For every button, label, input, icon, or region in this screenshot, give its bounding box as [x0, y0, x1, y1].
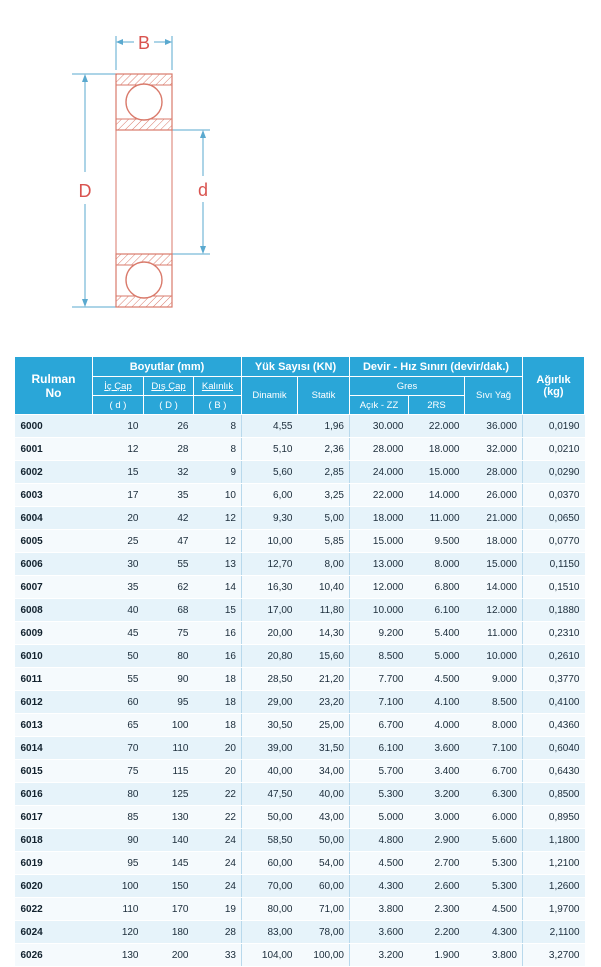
- static-load-cell: 100,00: [298, 944, 350, 967]
- weight-cell: 3,2700: [523, 944, 585, 967]
- outer-diameter-cell: 80: [144, 645, 194, 668]
- weight-cell: 1,1800: [523, 829, 585, 852]
- width-cell: 20: [194, 737, 242, 760]
- table-header: [15, 357, 585, 415]
- table-row: [15, 921, 585, 944]
- speed-2rs-cell: 5.000: [409, 645, 465, 668]
- width-cell: 28: [194, 921, 242, 944]
- width-cell: 12: [194, 507, 242, 530]
- inner-diameter-cell: 70: [93, 737, 144, 760]
- weight-cell: 0,0210: [523, 438, 585, 461]
- speed-2rs-cell: 22.000: [409, 415, 465, 438]
- static-load-cell: 11,80: [298, 599, 350, 622]
- speed-oil-cell: 11.000: [465, 622, 523, 645]
- static-load-cell: 71,00: [298, 898, 350, 921]
- inner-diameter-cell: 45: [93, 622, 144, 645]
- inner-diameter-cell: 110: [93, 898, 144, 921]
- speed-oil-cell: 5.300: [465, 875, 523, 898]
- speed-open-zz-cell: 30.000: [350, 415, 409, 438]
- bearing-no-cell: 6020: [15, 875, 93, 898]
- speed-oil-cell: 10.000: [465, 645, 523, 668]
- inner-diameter-cell: 85: [93, 806, 144, 829]
- width-cell: 13: [194, 553, 242, 576]
- speed-oil-cell: 21.000: [465, 507, 523, 530]
- outer-diameter-cell: 130: [144, 806, 194, 829]
- weight-cell: 0,0290: [523, 461, 585, 484]
- dynamic-load-cell: 80,00: [242, 898, 298, 921]
- speed-2rs-cell: 4.100: [409, 691, 465, 714]
- speed-oil-cell: 28.000: [465, 461, 523, 484]
- speed-open-zz-cell: 4.500: [350, 852, 409, 875]
- bearing-no-cell: 6018: [15, 829, 93, 852]
- dynamic-load-cell: 83,00: [242, 921, 298, 944]
- width-cell: 8: [194, 415, 242, 438]
- width-cell: 16: [194, 622, 242, 645]
- dynamic-load-cell: 47,50: [242, 783, 298, 806]
- width-cell: 18: [194, 714, 242, 737]
- inner-diameter-dimension: [172, 130, 210, 254]
- outer-diameter-cell: 150: [144, 875, 194, 898]
- inner-diameter-cell: 80: [93, 783, 144, 806]
- bearing-spec-table: [14, 356, 585, 967]
- static-load-cell: 5,85: [298, 530, 350, 553]
- width-cell: 18: [194, 668, 242, 691]
- speed-open-zz-cell: 6.100: [350, 737, 409, 760]
- dynamic-load-cell: 30,50: [242, 714, 298, 737]
- weight-cell: 0,8500: [523, 783, 585, 806]
- bearing-no-cell: 6016: [15, 783, 93, 806]
- inner-diameter-cell: 60: [93, 691, 144, 714]
- outer-diameter-cell: 180: [144, 921, 194, 944]
- speed-2rs-cell: 3.600: [409, 737, 465, 760]
- header-dinamik: Dinamik: [242, 377, 298, 415]
- header-dis-cap: Dış Çap: [144, 377, 194, 396]
- speed-open-zz-cell: 12.000: [350, 576, 409, 599]
- dynamic-load-cell: 40,00: [242, 760, 298, 783]
- bearing-no-cell: 6004: [15, 507, 93, 530]
- header-agirlik: Ağırlık (kg): [523, 357, 585, 415]
- header-acik-zz: Açık - ZZ: [350, 396, 409, 415]
- outer-diameter-cell: 35: [144, 484, 194, 507]
- speed-oil-cell: 8.500: [465, 691, 523, 714]
- table-row: [15, 737, 585, 760]
- static-load-cell: 31,50: [298, 737, 350, 760]
- dynamic-load-cell: 60,00: [242, 852, 298, 875]
- outer-diameter-cell: 42: [144, 507, 194, 530]
- header-rulman-no: Rulman No: [15, 357, 93, 415]
- weight-cell: 0,6430: [523, 760, 585, 783]
- dynamic-load-cell: 29,00: [242, 691, 298, 714]
- bearing-no-cell: 6007: [15, 576, 93, 599]
- width-cell: 22: [194, 806, 242, 829]
- speed-2rs-cell: 8.000: [409, 553, 465, 576]
- speed-open-zz-cell: 10.000: [350, 599, 409, 622]
- outer-diameter-cell: 32: [144, 461, 194, 484]
- table-body: [15, 415, 585, 967]
- dynamic-load-cell: 6,00: [242, 484, 298, 507]
- weight-cell: 0,6040: [523, 737, 585, 760]
- inner-diameter-cell: 55: [93, 668, 144, 691]
- width-cell: 24: [194, 829, 242, 852]
- static-load-cell: 34,00: [298, 760, 350, 783]
- bearing-no-cell: 6026: [15, 944, 93, 967]
- weight-cell: 0,2310: [523, 622, 585, 645]
- speed-oil-cell: 36.000: [465, 415, 523, 438]
- speed-oil-cell: 5.300: [465, 852, 523, 875]
- speed-oil-cell: 6.300: [465, 783, 523, 806]
- outer-diameter-cell: 145: [144, 852, 194, 875]
- speed-open-zz-cell: 22.000: [350, 484, 409, 507]
- speed-2rs-cell: 2.600: [409, 875, 465, 898]
- inner-diameter-cell: 17: [93, 484, 144, 507]
- bearing-no-cell: 6001: [15, 438, 93, 461]
- table-row: [15, 507, 585, 530]
- outer-diameter-cell: 125: [144, 783, 194, 806]
- dynamic-load-cell: 20,00: [242, 622, 298, 645]
- dimension-label-D: D: [78, 181, 92, 201]
- weight-cell: 0,1150: [523, 553, 585, 576]
- outer-diameter-cell: 62: [144, 576, 194, 599]
- table-row: [15, 875, 585, 898]
- speed-oil-cell: 7.100: [465, 737, 523, 760]
- speed-open-zz-cell: 24.000: [350, 461, 409, 484]
- static-load-cell: 3,25: [298, 484, 350, 507]
- speed-2rs-cell: 4.000: [409, 714, 465, 737]
- speed-2rs-cell: 6.800: [409, 576, 465, 599]
- speed-2rs-cell: 2.200: [409, 921, 465, 944]
- dynamic-load-cell: 16,30: [242, 576, 298, 599]
- dynamic-load-cell: 28,50: [242, 668, 298, 691]
- static-load-cell: 54,00: [298, 852, 350, 875]
- table-row: [15, 783, 585, 806]
- bearing-no-cell: 6010: [15, 645, 93, 668]
- speed-open-zz-cell: 13.000: [350, 553, 409, 576]
- dynamic-load-cell: 5,10: [242, 438, 298, 461]
- width-cell: 19: [194, 898, 242, 921]
- bearing-no-cell: 6009: [15, 622, 93, 645]
- bearing-no-cell: 6002: [15, 461, 93, 484]
- width-cell: 12: [194, 530, 242, 553]
- header-kalinlik-symbol: ( B ): [194, 396, 242, 415]
- speed-open-zz-cell: 6.700: [350, 714, 409, 737]
- dynamic-load-cell: 70,00: [242, 875, 298, 898]
- header-2rs: 2RS: [409, 396, 465, 415]
- static-load-cell: 2,36: [298, 438, 350, 461]
- inner-diameter-cell: 90: [93, 829, 144, 852]
- dimension-label-d: d: [197, 180, 209, 200]
- speed-2rs-cell: 3.200: [409, 783, 465, 806]
- static-load-cell: 21,20: [298, 668, 350, 691]
- speed-open-zz-cell: 4.300: [350, 875, 409, 898]
- bearing-diagram: [0, 0, 601, 330]
- width-cell: 16: [194, 645, 242, 668]
- speed-2rs-cell: 1.900: [409, 944, 465, 967]
- inner-diameter-cell: 65: [93, 714, 144, 737]
- weight-cell: 1,9700: [523, 898, 585, 921]
- dynamic-load-cell: 17,00: [242, 599, 298, 622]
- static-load-cell: 43,00: [298, 806, 350, 829]
- speed-2rs-cell: 5.400: [409, 622, 465, 645]
- header-statik: Statik: [298, 377, 350, 415]
- outer-diameter-cell: 75: [144, 622, 194, 645]
- static-load-cell: 5,00: [298, 507, 350, 530]
- bearing-no-cell: 6022: [15, 898, 93, 921]
- width-cell: 33: [194, 944, 242, 967]
- width-cell: 15: [194, 599, 242, 622]
- speed-oil-cell: 15.000: [465, 553, 523, 576]
- outer-diameter-cell: 28: [144, 438, 194, 461]
- table-row: [15, 668, 585, 691]
- speed-open-zz-cell: 9.200: [350, 622, 409, 645]
- outer-diameter-cell: 115: [144, 760, 194, 783]
- bearing-bottom-section: [116, 254, 172, 307]
- speed-2rs-cell: 4.500: [409, 668, 465, 691]
- inner-diameter-cell: 50: [93, 645, 144, 668]
- bearing-no-cell: 6000: [15, 415, 93, 438]
- speed-2rs-cell: 18.000: [409, 438, 465, 461]
- header-yuk-sayisi: Yük Sayısı (KN): [242, 357, 350, 377]
- outer-diameter-cell: 55: [144, 553, 194, 576]
- table-row: [15, 599, 585, 622]
- speed-oil-cell: 8.000: [465, 714, 523, 737]
- bearing-no-cell: 6011: [15, 668, 93, 691]
- speed-2rs-cell: 9.500: [409, 530, 465, 553]
- weight-cell: 0,2610: [523, 645, 585, 668]
- outer-diameter-dimension: [72, 74, 116, 307]
- header-ic-cap-symbol: ( d ): [93, 396, 144, 415]
- bearing-no-cell: 6005: [15, 530, 93, 553]
- inner-diameter-cell: 10: [93, 415, 144, 438]
- speed-open-zz-cell: 3.200: [350, 944, 409, 967]
- speed-oil-cell: 32.000: [465, 438, 523, 461]
- speed-oil-cell: 6.700: [465, 760, 523, 783]
- dynamic-load-cell: 50,00: [242, 806, 298, 829]
- header-sivi-yag: Sıvı Yağ: [465, 377, 523, 415]
- bearing-no-cell: 6024: [15, 921, 93, 944]
- header-dis-cap-symbol: ( D ): [144, 396, 194, 415]
- weight-cell: 0,1880: [523, 599, 585, 622]
- inner-diameter-cell: 25: [93, 530, 144, 553]
- table-row: [15, 806, 585, 829]
- speed-open-zz-cell: 28.000: [350, 438, 409, 461]
- static-load-cell: 23,20: [298, 691, 350, 714]
- outer-diameter-cell: 90: [144, 668, 194, 691]
- weight-cell: 0,1510: [523, 576, 585, 599]
- speed-oil-cell: 4.500: [465, 898, 523, 921]
- speed-open-zz-cell: 4.800: [350, 829, 409, 852]
- static-load-cell: 1,96: [298, 415, 350, 438]
- outer-diameter-cell: 47: [144, 530, 194, 553]
- header-gres: Gres: [350, 377, 465, 396]
- bearing-top-section: [116, 74, 172, 130]
- table-row: [15, 553, 585, 576]
- table-row: [15, 714, 585, 737]
- weight-cell: 0,0370: [523, 484, 585, 507]
- speed-2rs-cell: 3.000: [409, 806, 465, 829]
- speed-2rs-cell: 2.900: [409, 829, 465, 852]
- outer-diameter-cell: 95: [144, 691, 194, 714]
- weight-cell: 0,8950: [523, 806, 585, 829]
- inner-diameter-cell: 15: [93, 461, 144, 484]
- inner-diameter-cell: 100: [93, 875, 144, 898]
- speed-2rs-cell: 14.000: [409, 484, 465, 507]
- bearing-no-cell: 6019: [15, 852, 93, 875]
- width-cell: 10: [194, 484, 242, 507]
- header-boyutlar: Boyutlar (mm): [93, 357, 242, 377]
- dynamic-load-cell: 58,50: [242, 829, 298, 852]
- static-load-cell: 50,00: [298, 829, 350, 852]
- inner-diameter-cell: 35: [93, 576, 144, 599]
- static-load-cell: 78,00: [298, 921, 350, 944]
- table-row: [15, 852, 585, 875]
- width-cell: 9: [194, 461, 242, 484]
- width-cell: 22: [194, 783, 242, 806]
- dynamic-load-cell: 104,00: [242, 944, 298, 967]
- speed-oil-cell: 26.000: [465, 484, 523, 507]
- dynamic-load-cell: 4,55: [242, 415, 298, 438]
- inner-diameter-cell: 30: [93, 553, 144, 576]
- width-cell: 24: [194, 852, 242, 875]
- table-row: [15, 438, 585, 461]
- bearing-spec-table-container: [14, 356, 584, 967]
- speed-oil-cell: 12.000: [465, 599, 523, 622]
- speed-open-zz-cell: 3.600: [350, 921, 409, 944]
- table-row: [15, 415, 585, 438]
- speed-open-zz-cell: 8.500: [350, 645, 409, 668]
- header-ic-cap: İç Çap: [93, 377, 144, 396]
- inner-diameter-cell: 20: [93, 507, 144, 530]
- speed-oil-cell: 4.300: [465, 921, 523, 944]
- weight-cell: 0,4100: [523, 691, 585, 714]
- table-row: [15, 530, 585, 553]
- static-load-cell: 40,00: [298, 783, 350, 806]
- speed-open-zz-cell: 15.000: [350, 530, 409, 553]
- inner-diameter-cell: 75: [93, 760, 144, 783]
- dynamic-load-cell: 9,30: [242, 507, 298, 530]
- static-load-cell: 14,30: [298, 622, 350, 645]
- header-devir: Devir - Hız Sınırı (devir/dak.): [350, 357, 523, 377]
- table-row: [15, 829, 585, 852]
- table-row: [15, 645, 585, 668]
- table-row: [15, 461, 585, 484]
- bearing-no-cell: 6015: [15, 760, 93, 783]
- speed-oil-cell: 6.000: [465, 806, 523, 829]
- static-load-cell: 25,00: [298, 714, 350, 737]
- dynamic-load-cell: 5,60: [242, 461, 298, 484]
- static-load-cell: 2,85: [298, 461, 350, 484]
- weight-cell: 0,0650: [523, 507, 585, 530]
- bearing-no-cell: 6012: [15, 691, 93, 714]
- speed-2rs-cell: 6.100: [409, 599, 465, 622]
- bearing-no-cell: 6008: [15, 599, 93, 622]
- width-cell: 20: [194, 760, 242, 783]
- static-load-cell: 60,00: [298, 875, 350, 898]
- table-row: [15, 944, 585, 967]
- outer-diameter-cell: 68: [144, 599, 194, 622]
- weight-cell: 0,0770: [523, 530, 585, 553]
- weight-cell: 0,0190: [523, 415, 585, 438]
- weight-cell: 0,3770: [523, 668, 585, 691]
- speed-open-zz-cell: 7.100: [350, 691, 409, 714]
- inner-diameter-cell: 40: [93, 599, 144, 622]
- bearing-no-cell: 6013: [15, 714, 93, 737]
- dimension-label-b: B: [137, 33, 151, 53]
- outer-diameter-cell: 140: [144, 829, 194, 852]
- weight-cell: 0,4360: [523, 714, 585, 737]
- speed-2rs-cell: 2.700: [409, 852, 465, 875]
- width-cell: 18: [194, 691, 242, 714]
- outer-diameter-cell: 110: [144, 737, 194, 760]
- speed-2rs-cell: 3.400: [409, 760, 465, 783]
- weight-cell: 2,1100: [523, 921, 585, 944]
- width-dimension: [116, 33, 172, 70]
- table-row: [15, 484, 585, 507]
- speed-2rs-cell: 2.300: [409, 898, 465, 921]
- outer-diameter-cell: 200: [144, 944, 194, 967]
- bearing-no-cell: 6017: [15, 806, 93, 829]
- speed-2rs-cell: 15.000: [409, 461, 465, 484]
- speed-open-zz-cell: 18.000: [350, 507, 409, 530]
- table-row: [15, 691, 585, 714]
- speed-oil-cell: 14.000: [465, 576, 523, 599]
- bearing-no-cell: 6014: [15, 737, 93, 760]
- speed-open-zz-cell: 5.000: [350, 806, 409, 829]
- inner-diameter-cell: 95: [93, 852, 144, 875]
- speed-oil-cell: 9.000: [465, 668, 523, 691]
- width-cell: 14: [194, 576, 242, 599]
- inner-diameter-cell: 120: [93, 921, 144, 944]
- bearing-no-cell: 6003: [15, 484, 93, 507]
- dynamic-load-cell: 10,00: [242, 530, 298, 553]
- speed-open-zz-cell: 5.700: [350, 760, 409, 783]
- dynamic-load-cell: 12,70: [242, 553, 298, 576]
- inner-diameter-cell: 12: [93, 438, 144, 461]
- weight-cell: 1,2600: [523, 875, 585, 898]
- speed-open-zz-cell: 3.800: [350, 898, 409, 921]
- dynamic-load-cell: 20,80: [242, 645, 298, 668]
- table-row: [15, 622, 585, 645]
- inner-diameter-cell: 130: [93, 944, 144, 967]
- static-load-cell: 15,60: [298, 645, 350, 668]
- dynamic-load-cell: 39,00: [242, 737, 298, 760]
- speed-2rs-cell: 11.000: [409, 507, 465, 530]
- width-cell: 24: [194, 875, 242, 898]
- table-row: [15, 760, 585, 783]
- speed-open-zz-cell: 5.300: [350, 783, 409, 806]
- width-cell: 8: [194, 438, 242, 461]
- speed-oil-cell: 3.800: [465, 944, 523, 967]
- outer-diameter-cell: 26: [144, 415, 194, 438]
- bearing-no-cell: 6006: [15, 553, 93, 576]
- speed-open-zz-cell: 7.700: [350, 668, 409, 691]
- speed-oil-cell: 18.000: [465, 530, 523, 553]
- outer-diameter-cell: 100: [144, 714, 194, 737]
- weight-cell: 1,2100: [523, 852, 585, 875]
- static-load-cell: 10,40: [298, 576, 350, 599]
- static-load-cell: 8,00: [298, 553, 350, 576]
- outer-diameter-cell: 170: [144, 898, 194, 921]
- table-row: [15, 576, 585, 599]
- header-kalinlik: Kalınlık: [194, 377, 242, 396]
- speed-oil-cell: 5.600: [465, 829, 523, 852]
